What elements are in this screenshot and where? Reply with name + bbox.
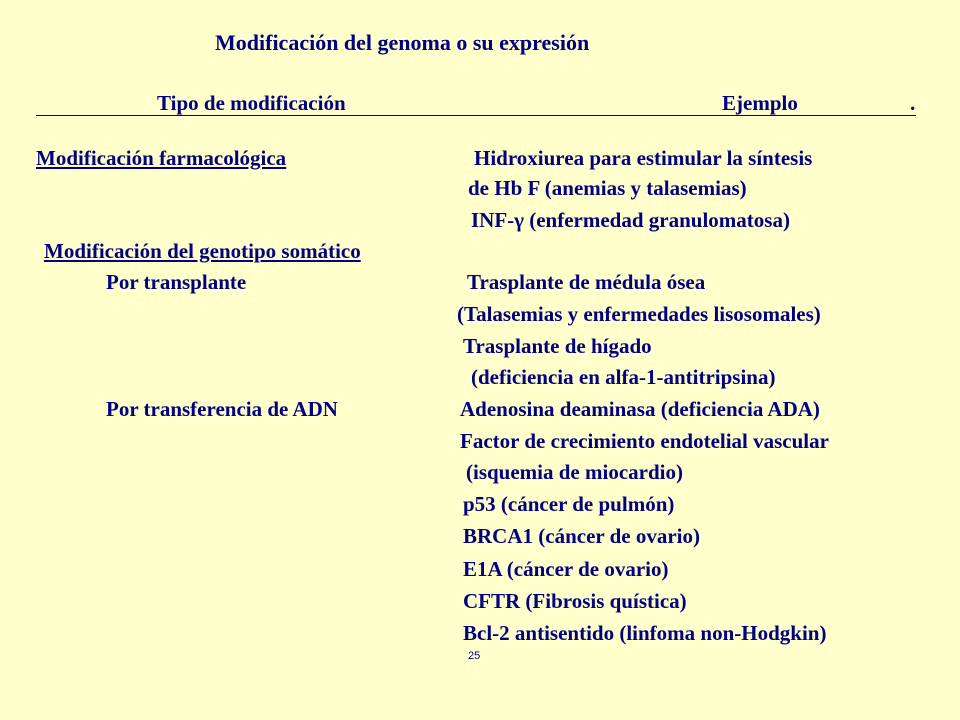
example-text: Trasplante de médula ósea (467, 270, 706, 294)
header-col-type: Tipo de modificación (157, 91, 346, 115)
example-text: CFTR (Fibrosis quística) (463, 589, 687, 613)
example-text: (isquemia de miocardio) (466, 460, 683, 484)
header-trailing-dot: . (910, 91, 916, 115)
category-somatic-genotype: Modificación del genotipo somático (44, 239, 361, 263)
example-text: de Hb F (anemias y talasemias) (468, 176, 747, 200)
example-text: BRCA1 (cáncer de ovario) (463, 524, 700, 548)
example-text: p53 (cáncer de pulmón) (463, 492, 675, 516)
subcategory-dna-transfer: Por transferencia de ADN (106, 397, 338, 421)
example-text: INF-γ (enfermedad granulomatosa) (471, 208, 790, 232)
example-text: Bcl-2 antisentido (linfoma non-Hodgkin) (463, 621, 827, 645)
example-text: Adenosina deaminasa (deficiencia ADA) (460, 397, 820, 421)
header-col-example: Ejemplo (722, 91, 798, 115)
example-text: (deficiencia en alfa-1-antitripsina) (471, 365, 776, 389)
category-pharmacological: Modificación farmacológica (36, 146, 287, 170)
example-text: Trasplante de hígado (463, 334, 652, 358)
example-text: E1A (cáncer de ovario) (463, 557, 669, 581)
subcategory-transplant: Por transplante (106, 270, 247, 294)
example-text: Hidroxiurea para estimular la síntesis (474, 146, 813, 170)
example-text: (Talasemias y enfermedades lisosomales) (457, 302, 821, 326)
slide-title: Modificación del genoma o su expresión (215, 30, 590, 55)
page-number: 25 (468, 650, 481, 662)
example-text: Factor de crecimiento endotelial vascular (460, 429, 829, 453)
